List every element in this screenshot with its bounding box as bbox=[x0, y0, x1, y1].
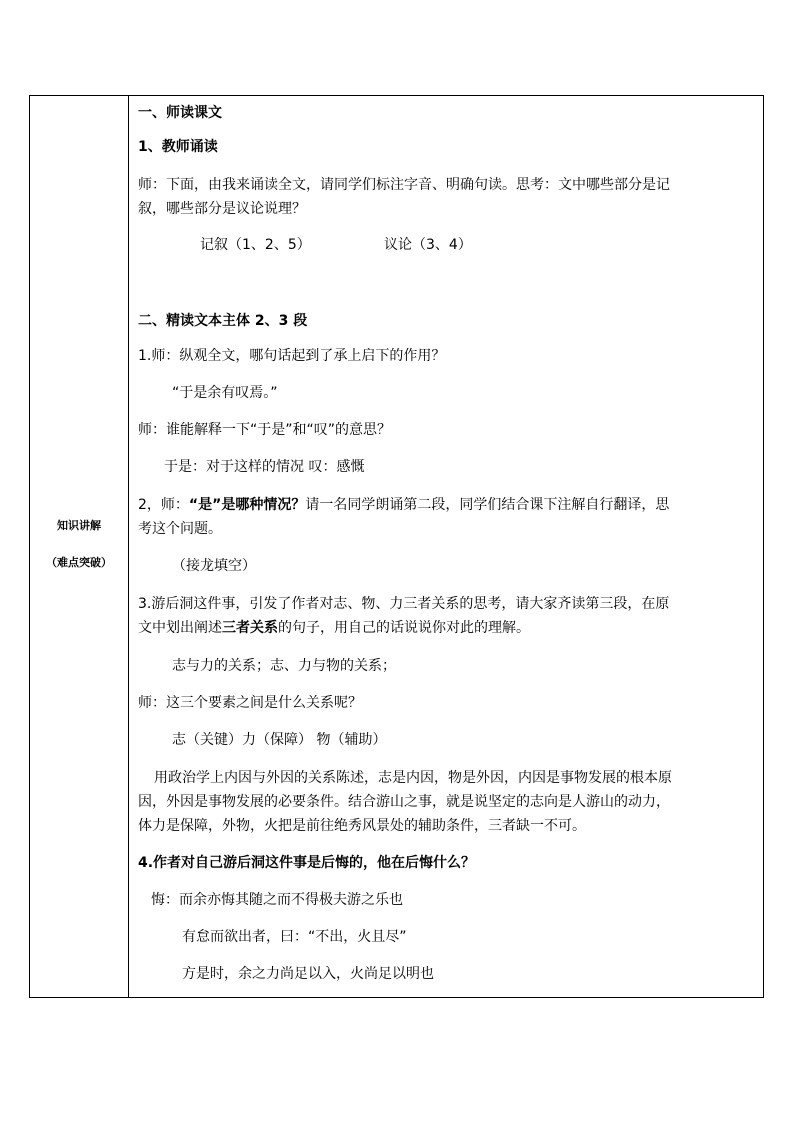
subheading-teacher-recite: 1、教师诵读 bbox=[138, 139, 218, 155]
answer-line: “于是余有叹焉。” bbox=[172, 385, 278, 401]
section-label: 知识讲解 bbox=[57, 519, 101, 532]
question-line: 考这个问题。 bbox=[138, 521, 222, 537]
explanation-line: 因，外因是事物发展的必要条件。结合游山之事，就是说坚定的志向是人游山的动力， bbox=[138, 794, 670, 810]
question-line: 3.游后洞这件事，引发了作者对志、物、力三者关系的思考，请大家齐读第三段，在原 bbox=[138, 596, 670, 612]
explanation-line: 体力是保障，外物，火把是前往绝秀风景处的辅助条件，三者缺一不可。 bbox=[138, 818, 586, 834]
explanation-line: 用政治学上内因与外因的关系陈述，志是内因，物是外因，内因是事物发展的根本原 bbox=[154, 770, 672, 786]
question-line: 2，师：“是”是哪种情况？请一名同学朗诵第二段，同学们结合课下注解自行翻译，思 bbox=[138, 497, 670, 513]
answer-line: 有怠而欲出者，曰：“不出，火且尽” bbox=[182, 929, 407, 945]
paragraph-line: 师：下面，由我来诵读全文，请同学们标注字音、明确句读。思考：文中哪些部分是记 bbox=[138, 177, 670, 193]
heading-teacher-reading: 一、师读课文 bbox=[138, 105, 222, 121]
answer-line: 志（关键）力（保障） 物（辅助） bbox=[172, 732, 387, 748]
lesson-table bbox=[29, 95, 764, 998]
left-label-cell bbox=[30, 96, 129, 997]
content-cell bbox=[129, 96, 763, 997]
question-line: 文中划出阐述三者关系的句子，用自己的话说说你对此的理解。 bbox=[138, 620, 530, 636]
answer-argument: 议论（3、4） bbox=[384, 237, 472, 253]
heading-close-reading: 二、精读文本主体 2、3 段 bbox=[138, 313, 308, 329]
question-line: 师：谁能解释一下“于是”和“叹”的意思？ bbox=[138, 422, 392, 438]
answer-line: （接龙填空） bbox=[172, 558, 256, 574]
section-sublabel: （难点突破） bbox=[46, 556, 112, 569]
answer-narrative: 记叙（1、2、5） bbox=[200, 237, 311, 253]
answer-line: 于是：对于这样的情况 叹：感慨 bbox=[164, 459, 365, 475]
answer-line: 方是时，余之力尚足以入，火尚足以明也 bbox=[182, 966, 434, 982]
answer-line: 悔：而余亦悔其随之而不得极夫游之乐也 bbox=[151, 892, 403, 908]
question-line: 师：这三个要素之间是什么关系呢？ bbox=[138, 695, 362, 711]
answer-line: 志与力的关系；志、力与物的关系； bbox=[172, 658, 396, 674]
paragraph-line: 叙，哪些部分是议论说理？ bbox=[138, 201, 306, 217]
question-line: 4.作者对自己游后洞这件事是后悔的，他在后悔什么？ bbox=[138, 855, 476, 871]
question-line: 1.师：纵观全文，哪句话起到了承上启下的作用？ bbox=[138, 348, 446, 364]
